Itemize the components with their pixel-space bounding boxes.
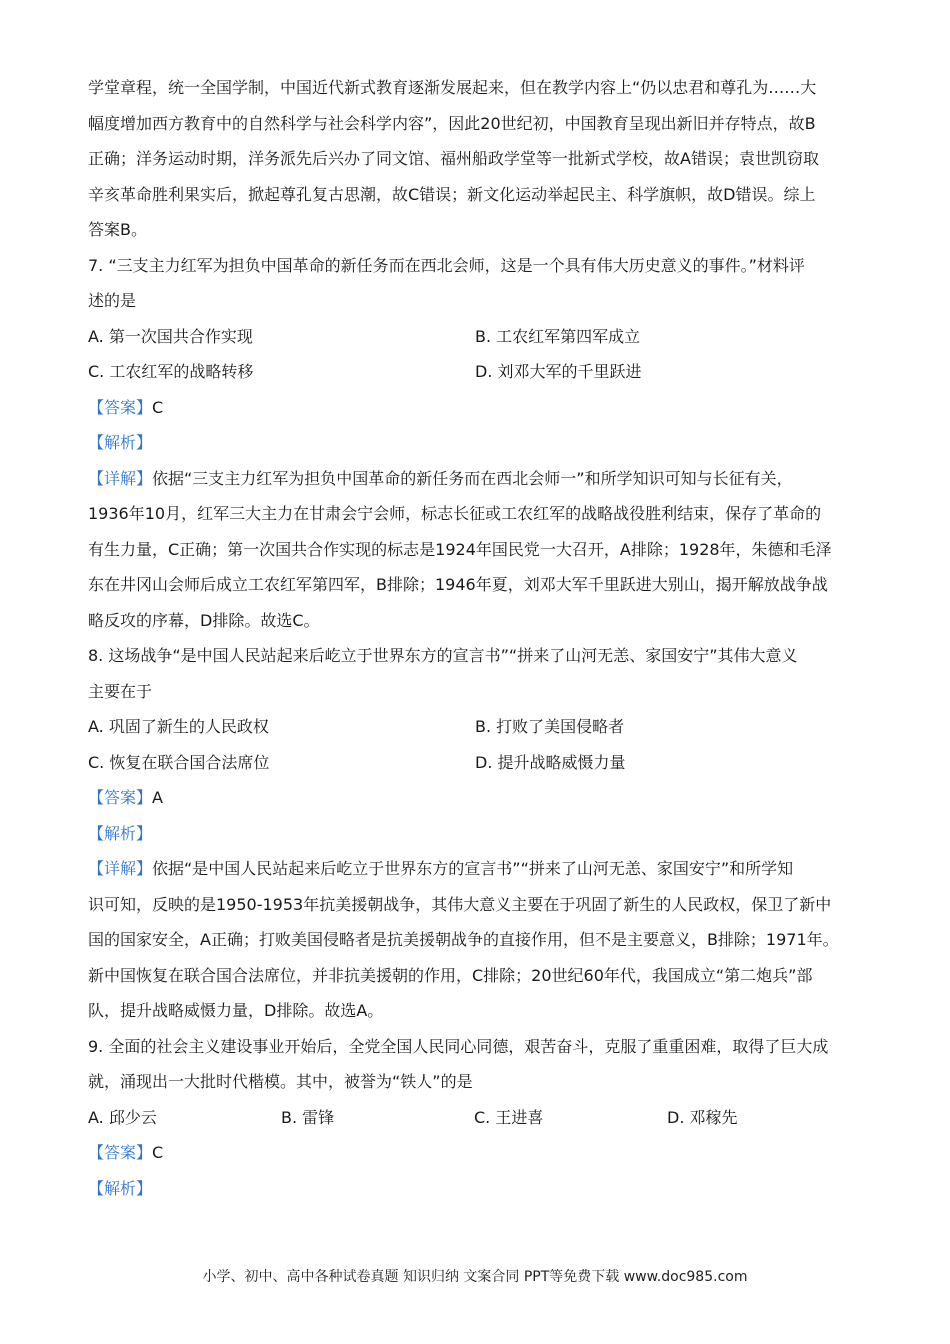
answer-line [88, 390, 878, 426]
answer-value: C [152, 397, 164, 417]
option-b: B. 工农红军第四军成立 [475, 326, 641, 346]
question-stem: 9. 全面的社会主义建设事业开始后，全党全国人民同心同德，艰苦奋斗，克服了重重困难，取得了巨大成 [88, 1036, 829, 1056]
answer-line [88, 1135, 878, 1171]
answer-value: C [152, 1143, 164, 1162]
options-row [88, 319, 878, 355]
question-stem: 8. 这场战争“是中国人民站起来后屹立于世界东方的宣言书”“拼来了山河无恙、家国安宁”其伟大意义 [88, 646, 798, 665]
option-c: C. 恢复在联合国合法席位 [88, 752, 270, 772]
option-c: C. 工农红军的战略转移 [88, 362, 254, 381]
option-d: D. 提升战略威慑力量 [475, 752, 626, 772]
answer-tag: 【答案】 [88, 1143, 153, 1162]
detail-text: 依据“是中国人民站起来后屹立于世界东方的宣言书”“拼来了山河无恙、家国安宁”和所学知 [152, 859, 794, 878]
text-line: 答案B。 [88, 220, 147, 239]
detail-line [88, 851, 878, 887]
question-7 [88, 248, 878, 639]
detail-text: 依据“三支主力红军为担负中国革命的新任务而在西北会师一”和所学知识可知与长征有关， [152, 468, 793, 488]
option-a: A. 邱少云 [88, 1107, 157, 1127]
text-line: 国的国家安全，A正确；打败美国侵略者是抗美援朝战争的直接作用，但不是主要意义，B排除；1971年。 [88, 930, 839, 949]
options-row [88, 745, 878, 781]
question-9 [88, 1029, 878, 1207]
text-line: 略反攻的序幕，D排除。故选C。 [88, 610, 320, 630]
analysis-tag: 【解析】 [88, 823, 153, 843]
question-8 [88, 638, 878, 1029]
text-line: 有生力量，C正确；第一次国共合作实现的标志是1924年国民党一大召开，A排除；1928年，朱德和毛泽 [88, 539, 832, 559]
question-stem: 主要在于 [88, 681, 153, 701]
text-line: 新中国恢复在联合国合法席位，并非抗美援朝的作用，C排除；20世纪60年代，我国成立“第二炮兵”部 [88, 965, 813, 985]
analysis-line [88, 816, 878, 852]
option-a: A. 第一次国共合作实现 [88, 326, 253, 346]
answer-tag: 【答案】 [88, 397, 153, 417]
option-b: B. 打败了美国侵略者 [475, 717, 625, 736]
question-stem: 就，涌现出一大批时代楷模。其中，被誉为“铁人”的是 [88, 1072, 473, 1091]
text-line: 学堂章程，统一全国学制，中国近代新式教育逐渐发展起来，但在教学内容上“仍以忠君和尊孔为……大 [88, 78, 817, 97]
page-footer: 小学、初中、高中各种试卷真题 知识归纳 文案合同 PPT等免费下载 www.doc985.com [202, 1269, 748, 1285]
detail-tag: 【详解】 [88, 859, 153, 878]
text-line: 识可知，反映的是1950-1953年抗美援朝战争，其伟大意义主要在于巩固了新生的人民政权，保卫了新中 [88, 894, 832, 914]
text-line: 辛亥革命胜利果实后，掀起尊孔复古思潮，故C错误；新文化运动举起民主、科学旗帜，故D错误。综上 [88, 184, 816, 204]
options-row [88, 709, 878, 745]
text-line: 东在井冈山会师后成立工农红军第四军，B排除；1946年夏，刘邓大军千里跃进大别山，揭开解放战争战 [88, 575, 828, 594]
detail-line [88, 461, 878, 497]
text-line: 幅度增加西方教育中的自然科学与社会科学内容”，因此20世纪初，中国教育呈现出新旧并存特点，故B [88, 113, 816, 133]
options-row [88, 354, 878, 390]
option-c: C. 王进喜 [474, 1107, 544, 1127]
text-line: 正确；洋务运动时期，洋务派先后兴办了同文馆、福州船政学堂等一批新式学校，故A错误；袁世凯窃取 [88, 149, 819, 168]
answer-tag: 【答案】 [88, 788, 153, 807]
option-a: A. 巩固了新生的人民政权 [88, 717, 269, 736]
detail-tag: 【详解】 [88, 468, 153, 488]
option-d: D. 邓稼先 [667, 1107, 738, 1127]
analysis-line [88, 425, 878, 461]
document-body [88, 70, 878, 1206]
question-stem: 7. “三支主力红军为担负中国革命的新任务而在西北会师，这是一个具有伟大历史意义的事件。”材料评 [88, 255, 805, 275]
text-line: 队，提升战略威慑力量，D排除。故选A。 [88, 1001, 384, 1020]
options-row [88, 1100, 878, 1136]
answer-line [88, 780, 878, 816]
intro-paragraph [88, 70, 878, 248]
analysis-line [88, 1171, 878, 1207]
question-stem: 述的是 [88, 291, 137, 310]
analysis-tag: 【解析】 [88, 1178, 153, 1198]
option-b: B. 雷锋 [281, 1107, 335, 1127]
answer-value: A [152, 788, 163, 807]
option-d: D. 刘邓大军的千里跃进 [475, 362, 642, 381]
analysis-tag: 【解析】 [88, 433, 153, 452]
text-line: 1936年10月，红军三大主力在甘肃会宁会师，标志长征或工农红军的战略战役胜利结束，保存了革命的 [88, 504, 822, 523]
